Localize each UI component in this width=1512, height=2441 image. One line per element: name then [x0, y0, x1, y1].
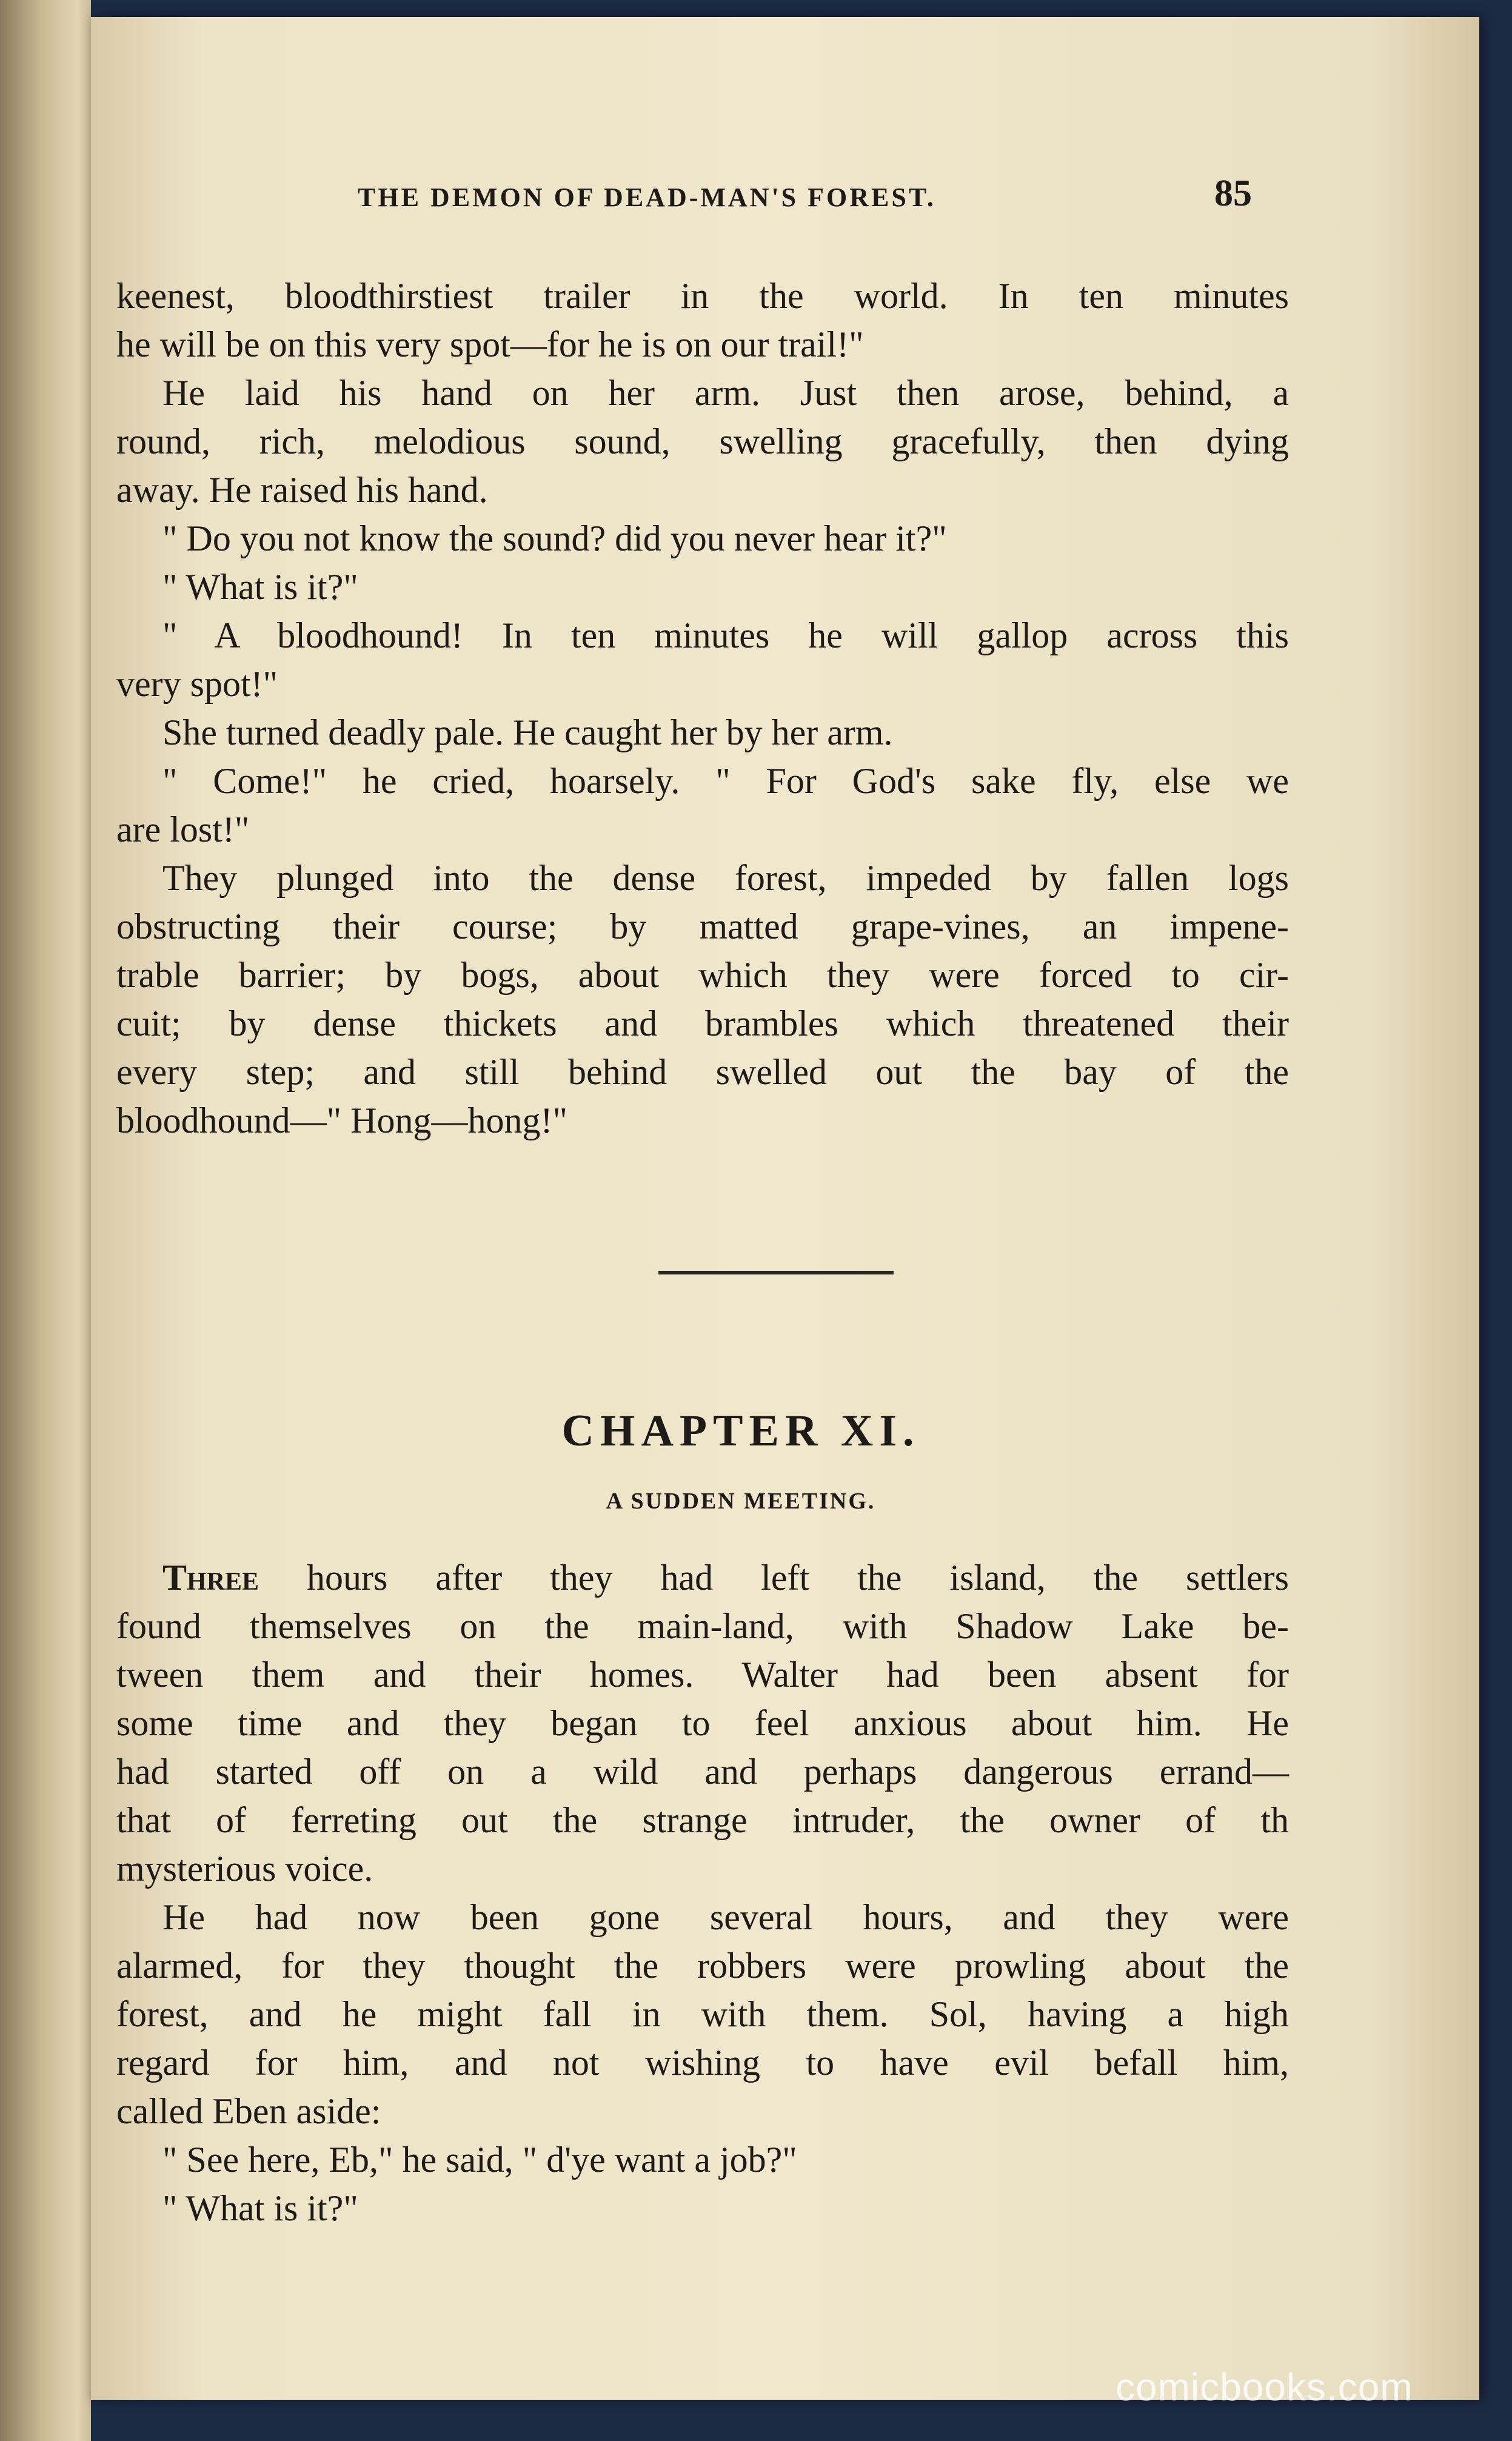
text-line: " Do you not know the sound? did you never hear it?" [162, 518, 947, 558]
paragraph [116, 563, 1289, 611]
book-page [91, 17, 1479, 2400]
paragraph [116, 854, 1289, 1145]
text-line: called Eben aside: [116, 2091, 381, 2131]
drop-lead-word: Three [162, 1558, 259, 1598]
text-line: forest, and he might fall in with them. Sol, having a high [116, 1994, 1289, 2034]
text-line: " What is it?" [162, 2188, 358, 2228]
text-line: away. He raised his hand. [116, 470, 488, 510]
paragraph [116, 708, 1289, 757]
text-line: He laid his hand on her arm. Just then arose, behind, a [162, 373, 1289, 413]
text-line: He had now been gone several hours, and they were [162, 1897, 1289, 1937]
text-line: alarmed, for they thought the robbers were prowling about the [116, 1946, 1289, 1986]
text-line: " What is it?" [162, 567, 358, 607]
paragraph [116, 611, 1289, 708]
watermark-logo: comicbooks.com [1116, 2365, 1413, 2409]
text-line: mysterious voice. [116, 1849, 373, 1889]
paragraph [116, 1893, 1289, 2135]
text-line-rest: hours after they had left the island, the settlers [259, 1558, 1289, 1598]
text-line: tween them and their homes. Walter had been absent for [116, 1655, 1289, 1695]
text-after-chapter [116, 1553, 1289, 2232]
text-line: " A bloodhound! In ten minutes he will gallop across this [162, 615, 1289, 655]
text-line: some time and they began to feel anxious about him. He [116, 1703, 1289, 1743]
chapter-title: CHAPTER XI. [561, 1406, 920, 1456]
text-line: " See here, Eb," he said, " d'ye want a job?" [162, 2140, 797, 2180]
paragraph [116, 272, 1289, 369]
text-line: trable barrier; by bogs, about which they were forced to cir- [116, 955, 1289, 995]
chapter-subtitle: A SUDDEN MEETING. [606, 1488, 876, 1514]
paragraph [116, 514, 1289, 563]
text-line: They plunged into the dense forest, impeded by fallen logs [162, 858, 1289, 898]
section-divider-rule [658, 1271, 894, 1274]
text-line: cuit; by dense thickets and brambles which threatened their [116, 1003, 1289, 1043]
text-line: had started off on a wild and perhaps dangerous errand— [116, 1752, 1289, 1792]
text-line: found themselves on the main-land, with Shadow Lake be- [116, 1606, 1289, 1646]
paragraph [116, 2184, 1289, 2232]
page-number: 85 [1214, 173, 1252, 214]
text-line: round, rich, melodious sound, swelling gracefully, then dying [116, 421, 1289, 461]
running-head: THE DEMON OF DEAD-MAN'S FOREST. [358, 182, 936, 212]
text-line: keenest, bloodthirstiest trailer in the world. In ten minutes [116, 276, 1289, 316]
text-line: obstructing their course; by matted grape-vines, an impene- [116, 906, 1289, 946]
text-line: very spot!" [116, 664, 278, 704]
text-line: regard for him, and not wishing to have evil befall him, [116, 2043, 1289, 2083]
text-before-chapter [116, 272, 1289, 1145]
text-line: he will be on this very spot—for he is on our trail!" [116, 324, 864, 364]
text-line: She turned deadly pale. He caught her by her arm. [162, 712, 893, 752]
paragraph [116, 1553, 1289, 1893]
text-line: bloodhound—" Hong—hong!" [116, 1100, 567, 1140]
facing-page-edge [0, 0, 91, 2441]
paragraph [116, 369, 1289, 514]
text-line [116, 1553, 1289, 1602]
text-line: " Come!" he cried, hoarsely. " For God's sake fly, else we [162, 761, 1289, 801]
text-line: are lost!" [116, 809, 250, 849]
text-line: every step; and still behind swelled out the bay of the [116, 1052, 1289, 1092]
paragraph [116, 2135, 1289, 2184]
text-line: that of ferreting out the strange intruder, the owner of th [116, 1800, 1289, 1840]
paragraph [116, 757, 1289, 854]
